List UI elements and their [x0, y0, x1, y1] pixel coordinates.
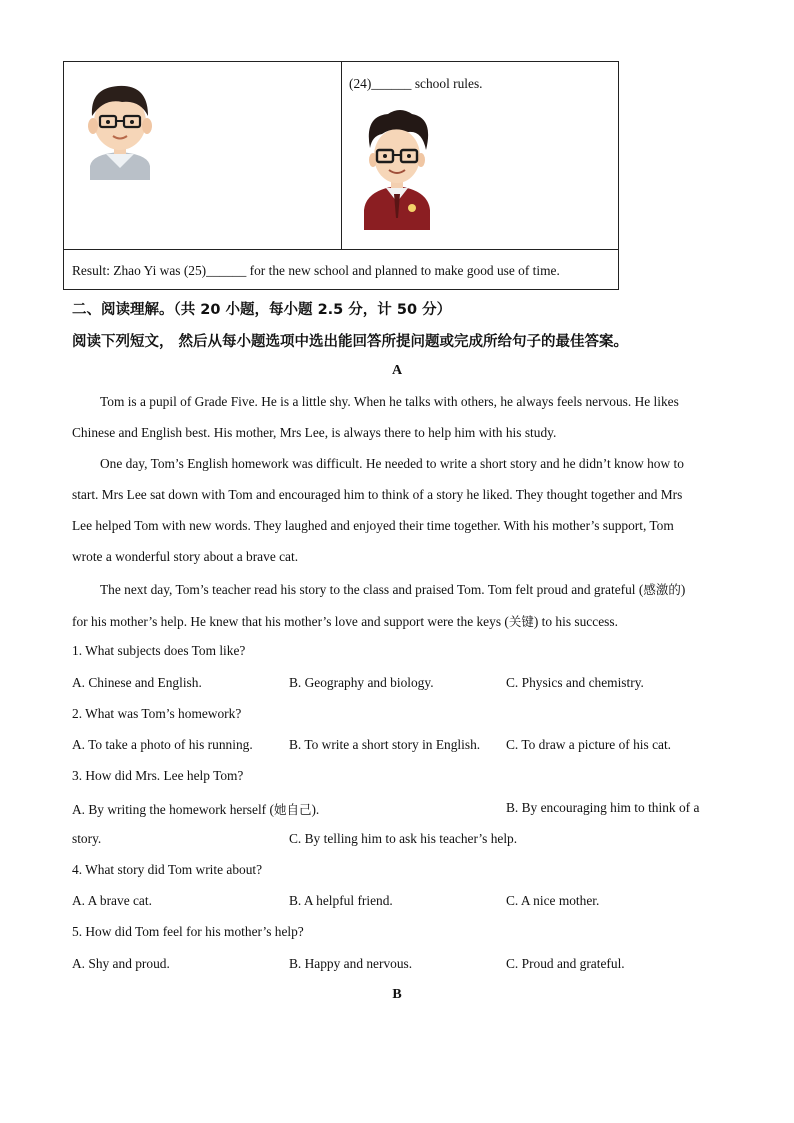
result-text: Result: Zhao Yi was (25)______ for the new school and planned to make good use of time.: [72, 263, 560, 278]
passage-line: Chinese and English best. His mother, Mrs Lee, is always there to help him with his study.: [72, 425, 557, 440]
question-2: 2. What was Tom’s homework?: [72, 706, 242, 721]
gloss-cn: 关键: [508, 614, 534, 629]
q4-option-a[interactable]: A. A brave cat.: [72, 893, 152, 908]
passage-line: wrote a wonderful story about a brave cat.: [72, 549, 299, 564]
question-5: 5. How did Tom feel for his mother’s help?: [72, 924, 304, 939]
question-1: 1. What subjects does Tom like?: [72, 643, 246, 658]
q2-option-c[interactable]: C. To draw a picture of his cat.: [506, 737, 672, 752]
gloss-cn: 感激的: [643, 582, 681, 597]
passage-line: Lee helped Tom with new words. They laughed and enjoyed their time together. With his mother’s support, Tom: [72, 518, 674, 533]
q2-option-b[interactable]: B. To write a short story in English.: [289, 737, 481, 752]
passage-text: for his mother’s help. He knew that his mother’s love and support were the keys (: [72, 614, 509, 629]
q2-option-a[interactable]: A. To take a photo of his running.: [72, 737, 253, 752]
q1-option-a[interactable]: A. Chinese and English.: [72, 675, 202, 690]
passage-line: [72, 612, 618, 630]
boy-illustration: [78, 76, 162, 180]
question-3: 3. How did Mrs. Lee help Tom?: [72, 768, 244, 783]
gloss-cn: 她自己: [273, 802, 312, 817]
passage-text: ): [680, 582, 686, 597]
q4-option-c[interactable]: C. A nice mother.: [506, 893, 600, 908]
q5-option-a[interactable]: A. Shy and proud.: [72, 956, 170, 971]
passage-text: ) to his success.: [533, 614, 618, 629]
q3-option-b-continued[interactable]: story.: [72, 831, 102, 846]
passage-b-label: B: [392, 987, 402, 1002]
table-divider-horizontal: [64, 249, 618, 250]
q4-option-b[interactable]: B. A helpful friend.: [289, 893, 393, 908]
q5-option-b[interactable]: B. Happy and nervous.: [289, 956, 413, 971]
passage-line: start. Mrs Lee sat down with Tom and encouraged him to think of a story he liked. They thought together and Mrs: [72, 487, 683, 502]
q3-option-a-text: ).: [311, 802, 320, 817]
q3-option-a[interactable]: [72, 800, 319, 818]
q3-option-c[interactable]: C. By telling him to ask his teacher’s help.: [289, 831, 518, 846]
blank-24-text: (24)______ school rules.: [349, 76, 483, 91]
question-4: 4. What story did Tom write about?: [72, 862, 263, 877]
q1-option-c[interactable]: C. Physics and chemistry.: [506, 675, 644, 690]
q3-option-b[interactable]: B. By encouraging him to think of a: [506, 800, 700, 815]
passage-line: One day, Tom’s English homework was difficult. He needed to write a short story and he didn’t know how to: [100, 456, 684, 471]
q3-option-a-text: A. By writing the homework herself (: [72, 802, 274, 817]
q5-option-c[interactable]: C. Proud and grateful.: [506, 956, 625, 971]
table-divider-vertical: [341, 62, 342, 249]
teacher-illustration: [356, 106, 438, 230]
passage-a-label: A: [391, 363, 403, 378]
section-title: 二、阅读理解。（共 20 小题，每小题 2.5 分，计 50 分）: [72, 302, 452, 318]
info-table: [63, 61, 619, 290]
passage-line: [100, 580, 685, 598]
section-instruction: 阅读下列短文， 然后从每小题选项中选出能回答所提问题或完成所给句子的最佳答案。: [72, 334, 629, 350]
passage-line: Tom is a pupil of Grade Five. He is a little shy. When he talks with others, he always feels nervous. He likes: [100, 394, 679, 409]
q1-option-b[interactable]: B. Geography and biology.: [289, 675, 434, 690]
passage-text: The next day, Tom’s teacher read his story to the class and praised Tom. Tom felt proud and grateful (: [100, 582, 644, 597]
